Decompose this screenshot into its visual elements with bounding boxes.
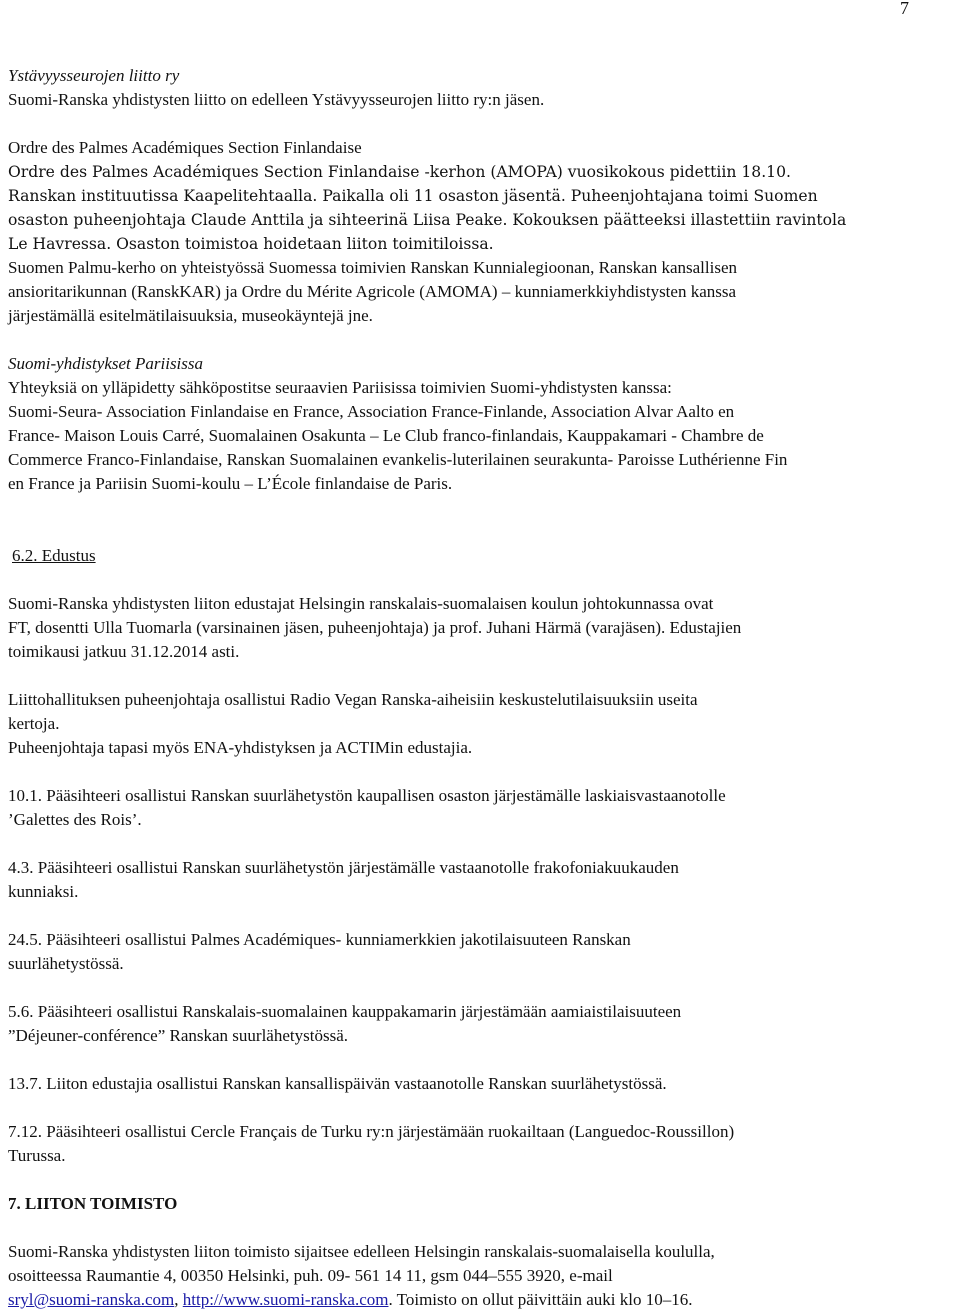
text-line: kunniaksi.	[8, 882, 79, 901]
text-line: Suomi-Ranska yhdistysten liiton edustajat Helsingin ranskalais-suomalaisen koulun johtokunnassa ovat	[8, 594, 714, 613]
text-line: FT, dosentti Ulla Tuomarla (varsinainen jäsen, puheenjohtaja) ja prof. Juhani Härmä (varajäsen). Edustajien	[8, 618, 742, 637]
text-line	[8, 1288, 960, 1312]
event-10-1	[8, 784, 960, 832]
section-ystavyysseurojen-liitto	[8, 64, 960, 112]
paragraph-radio-vega	[8, 688, 960, 760]
subheading-suomi-yhdistykset: Suomi-yhdistykset Pariisissa	[8, 354, 204, 373]
text-line: Yhteyksiä on ylläpidetty sähköpostitse seuraavien Pariisissa toimivien Suomi-yhdistysten kanssa:	[8, 378, 672, 397]
text-line: Suomi-Seura- Association Finlandaise en France, Association France-Finlande, Association Alvar Aalto en	[8, 402, 735, 421]
section-edustus	[8, 544, 960, 1168]
paragraph-koulun-johtokunta	[8, 592, 960, 664]
text-line: ansioritarikunnan (RanskKAR) ja Ordre du Mérite Agricole (AMOMA) – kunniamerkkiyhdistysten kanssa	[8, 282, 737, 301]
paragraph: Suomi-Ranska yhdistysten liitto on edelleen Ystävyysseurojen liitto ry:n jäsen.	[8, 90, 545, 109]
section-suomi-yhdistykset-pariisissa	[8, 352, 960, 496]
text-line: Liittohallituksen puheenjohtaja osallistui Radio Vegan Ranska-aiheisiin keskustelutilaisuuksiin useita	[8, 690, 698, 709]
text-line: 13.7. Liiton edustajia osallistui Ranskan kansallispäivän vastaanotolle Ranskan suurlähetystössä.	[8, 1074, 667, 1093]
section-liiton-toimisto	[8, 1192, 960, 1312]
paragraph-toimisto	[8, 1240, 960, 1312]
event-13-7	[8, 1072, 960, 1096]
text-line: Turussa.	[8, 1146, 66, 1165]
section-heading-edustus: 6.2. Edustus	[12, 546, 96, 565]
text-line: Ordre des Palmes Académiques Section Finlandaise -kerhon (AMOPA) vuosikokous pidettiin 18.10.	[8, 163, 791, 181]
paragraph-amopa	[8, 160, 960, 256]
event-7-12	[8, 1120, 960, 1168]
text-line: osaston puheenjohtaja Claude Anttila ja sihteerinä Liisa Peake. Kokouksen päätteeksi illastettiin ravintola	[8, 211, 847, 229]
event-24-5	[8, 928, 960, 976]
text-line: 4.3. Pääsihteeri osallistui Ranskan suurlähetystön järjestämälle vastaanotolle frakofoniakuukauden	[8, 858, 679, 877]
event-5-6	[8, 1000, 960, 1048]
text-line: 5.6. Pääsihteeri osallistui Ranskalais-suomalainen kauppakamarin järjestämään aamiaistilaisuuteen	[8, 1002, 682, 1021]
text-line: 24.5. Pääsihteeri osallistui Palmes Académiques- kunniamerkkien jakotilaisuuteen Ranskan	[8, 930, 631, 949]
text-line: 10.1. Pääsihteeri osallistui Ranskan suurlähetystön kaupallisen osaston järjestämälle laskiaisvastaanotolle	[8, 786, 726, 805]
text-line: suurlähetystössä.	[8, 954, 124, 973]
text-line: ”Déjeuner-conférence” Ranskan suurlähetystössä.	[8, 1026, 348, 1045]
text-line: Commerce Franco-Finlandaise, Ranskan Suomalainen evankelis-luterilainen seurakunta- Paroisse Luthérienne Fin	[8, 450, 788, 469]
website-link[interactable]: http://www.suomi-ranska.com	[182, 1290, 389, 1309]
section-heading-toimisto: 7. LIITON TOIMISTO	[8, 1194, 178, 1213]
text-line: 7.12. Pääsihteeri osallistui Cercle Français de Turku ry:n järjestämään ruokailtaan (Languedoc-Roussillon)	[8, 1122, 735, 1141]
text-line: Le Havressa. Osaston toimistoa hoidetaan liiton toimitiloissa.	[8, 235, 494, 253]
page-number: 7	[900, 0, 909, 18]
section-palmes-academiques	[8, 136, 960, 328]
email-link[interactable]: sryl@suomi-ranska.com	[8, 1290, 175, 1309]
text-line: ’Galettes des Rois’.	[8, 810, 142, 829]
event-4-3	[8, 856, 960, 904]
text-line: toimikausi jatkuu 31.12.2014 asti.	[8, 642, 240, 661]
text-line: Suomi-Ranska yhdistysten liiton toimisto sijaitsee edelleen Helsingin ranskalais-suomalaisella koululla,	[8, 1242, 715, 1261]
text-tail: . Toimisto on ollut päivittäin auki klo 10–16.	[388, 1290, 693, 1309]
subheading-palmes-academiques: Ordre des Palmes Académiques Section Finlandaise	[8, 138, 362, 157]
text-line: en France ja Pariisin Suomi-koulu – L’École finlandaise de Paris.	[8, 474, 453, 493]
text-line: Puheenjohtaja tapasi myös ENA-yhdistyksen ja ACTIMin edustajia.	[8, 738, 473, 757]
text-line: Ranskan instituutissa Kaapelitehtaalla. Paikalla oli 11 osaston jäsentä. Puheenjohtajana toimi Suomen	[8, 187, 818, 205]
text-line: Suomen Palmu-kerho on yhteistyössä Suomessa toimivien Ranskan Kunnialegioonan, Ranskan kansallisen	[8, 258, 738, 277]
subheading-ystavyysseurojen-liitto: Ystävyysseurojen liitto ry	[8, 66, 180, 85]
text-line: France- Maison Louis Carré, Suomalainen Osakunta – Le Club franco-finlandais, Kauppakamari - Chambre de	[8, 426, 764, 445]
text-line: osoitteessa Raumantie 4, 00350 Helsinki, puh. 09- 561 14 11, gsm 044–555 3920, e-mail	[8, 1266, 613, 1285]
separator: ,	[174, 1290, 183, 1309]
text-line: järjestämällä esitelmätilaisuuksia, museokäyntejä jne.	[8, 306, 373, 325]
text-line: kertoja.	[8, 714, 60, 733]
document-body	[8, 64, 960, 1312]
